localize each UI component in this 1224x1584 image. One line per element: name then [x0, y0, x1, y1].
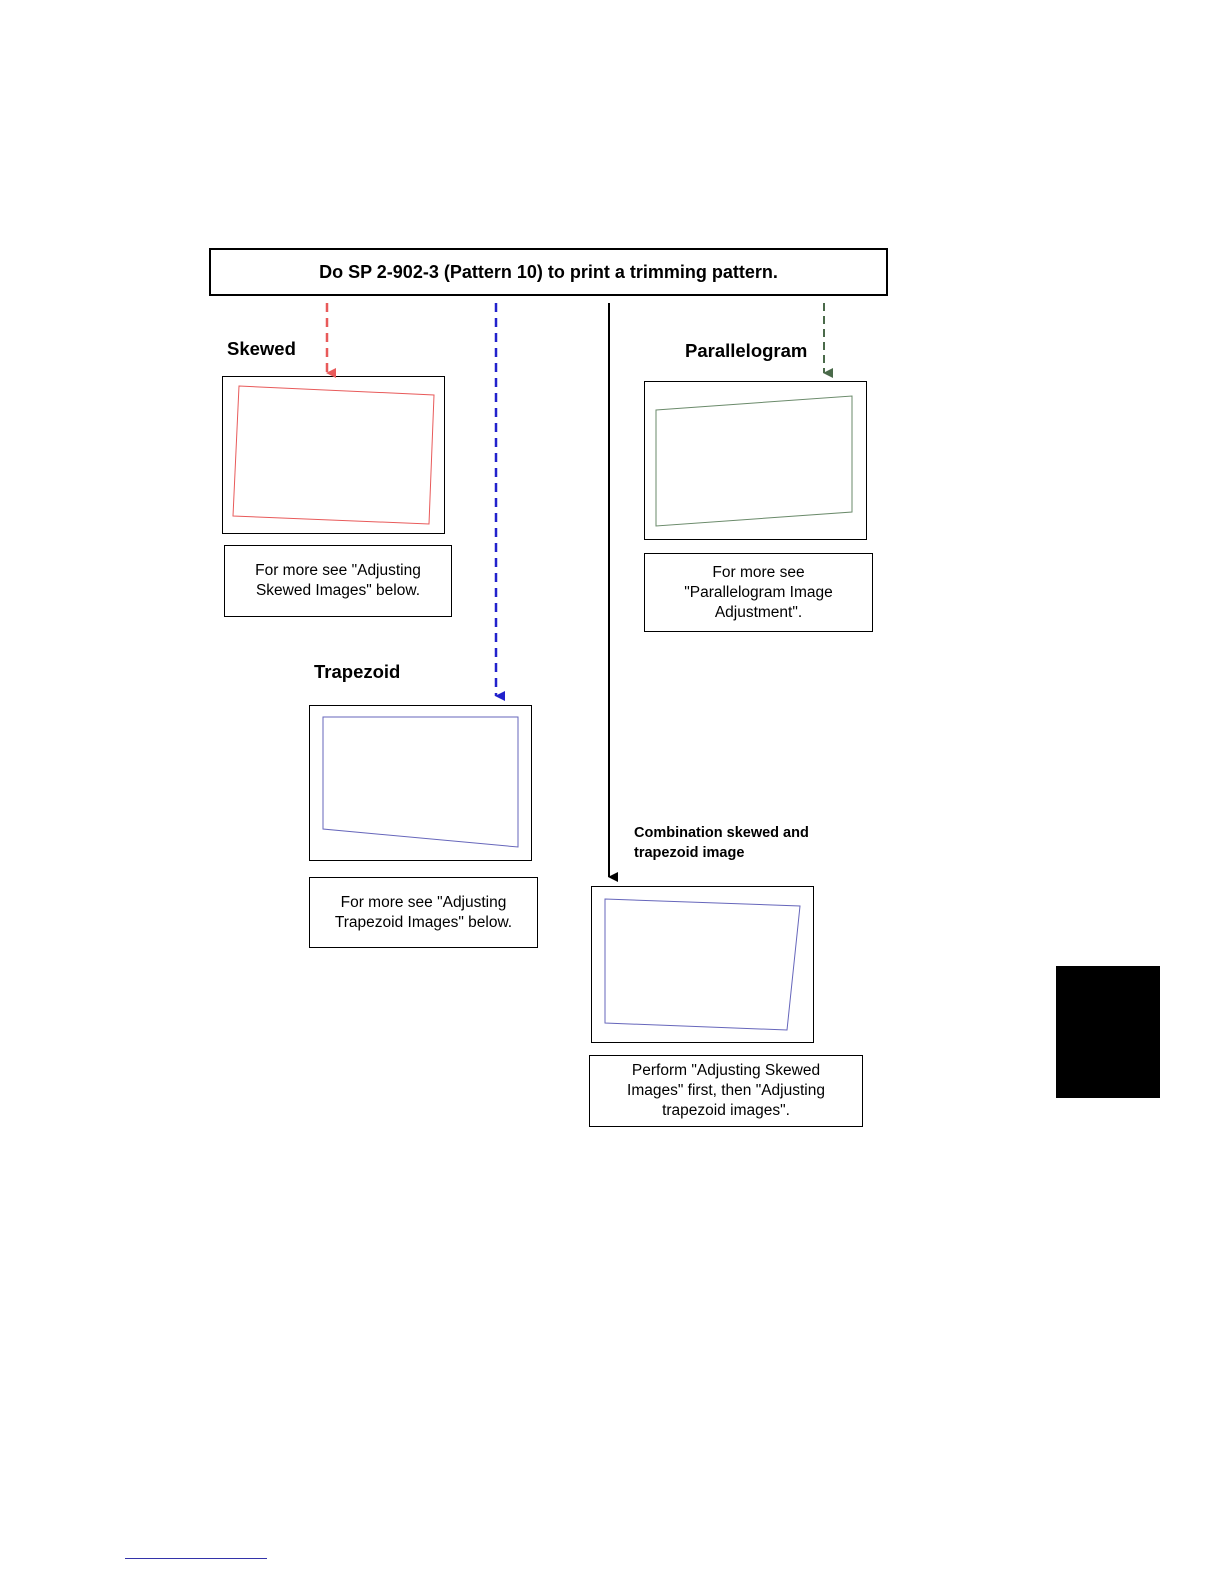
trapezoid-note-text: For more see "Adjusting Trapezoid Images" below. [334, 893, 513, 931]
combination-shape [605, 899, 800, 1030]
section-tab-marker [1056, 966, 1160, 1098]
skewed-note-box [224, 545, 452, 617]
trapezoid-shape [323, 717, 518, 847]
skewed-shape [233, 386, 434, 524]
parallelogram-shape [656, 396, 852, 526]
trapezoid-note-box [309, 877, 538, 948]
combination-note-text: Perform "Adjusting Skewed Images" first, then "Adjusting trapezoid images". [627, 1062, 825, 1119]
footer-rule [125, 1558, 267, 1559]
skewed-label: Skewed [227, 338, 296, 359]
parallelogram-note-box [644, 553, 873, 632]
combination-label: Combination skewed and trapezoid image [634, 825, 809, 861]
skewed-note-text: For more see "Adjusting Skewed Images" below. [255, 562, 421, 599]
parallelogram-note-text: For more see "Parallelogram Image Adjustment". [684, 563, 833, 621]
combination-note-box [589, 1055, 863, 1127]
header-instruction-text: Do SP 2-902-3 (Pattern 10) to print a trimming pattern. [319, 261, 778, 282]
trapezoid-label: Trapezoid [314, 661, 401, 682]
parallelogram-label: Parallelogram [685, 340, 808, 361]
